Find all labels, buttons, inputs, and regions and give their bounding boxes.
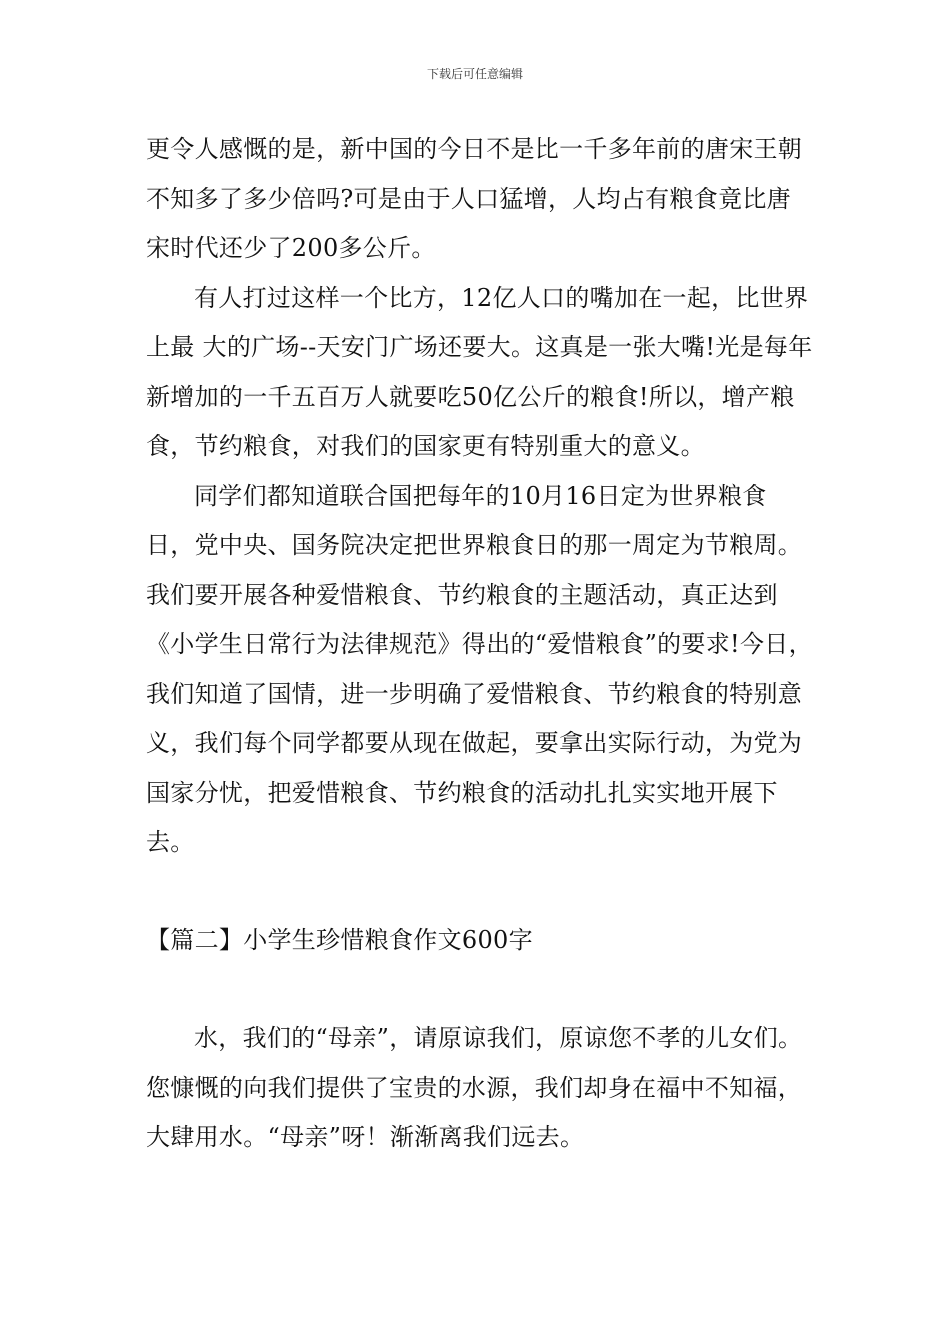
paragraph-3: 同学们都知道联合国把每年的10月16日定为世界粮食日，党中央、国务院决定把世界粮食日的那一周定为节粮周。我们要开展各种爱惜粮食、节约粮食的主题活动，真正达到《小学生日常行为法律规范》得出的“爱惜粮食”的要求!今日，我们知道了国情，进一步明确了爱惜粮食、节约粮食的特别意义，我们每个同学都要从现在做起，要拿出实际行动，为党为国家分忧，把爱惜粮食、节约粮食的活动扎扎实实地开展下去。 <box>146 481 813 856</box>
paragraph-2: 有人打过这样一个比方，12亿人口的嘴加在一起，比世界上最 大的广场--天安门广场还要大。这真是一张大嘴!光是每年新增加的一千五百万人就要吃50亿公斤的粮食!所以，增产粮食，节约粮食，对我们的国家更有特别重大的意义。 <box>146 283 813 460</box>
document-body <box>146 125 814 1163</box>
page-header-note: 下载后可任意编辑 <box>426 67 523 81</box>
paragraph-1: 更令人感慨的是，新中国的今日不是比一千多年前的唐宋王朝不知多了多少倍吗?可是由于人口猛增，人均占有粮食竟比唐宋时代还少了200多公斤。 <box>146 135 803 262</box>
section-paragraph-1: 水，我们的“母亲”，请原谅我们，原谅您不孝的儿女们。您慷慨的向我们提供了宝贵的水源，我们却身在福中不知福，大肆用水。“母亲”呀！渐渐离我们远去。 <box>146 1024 803 1151</box>
section-title: 【篇二】小学生珍惜粮食作文600字 <box>146 925 533 954</box>
